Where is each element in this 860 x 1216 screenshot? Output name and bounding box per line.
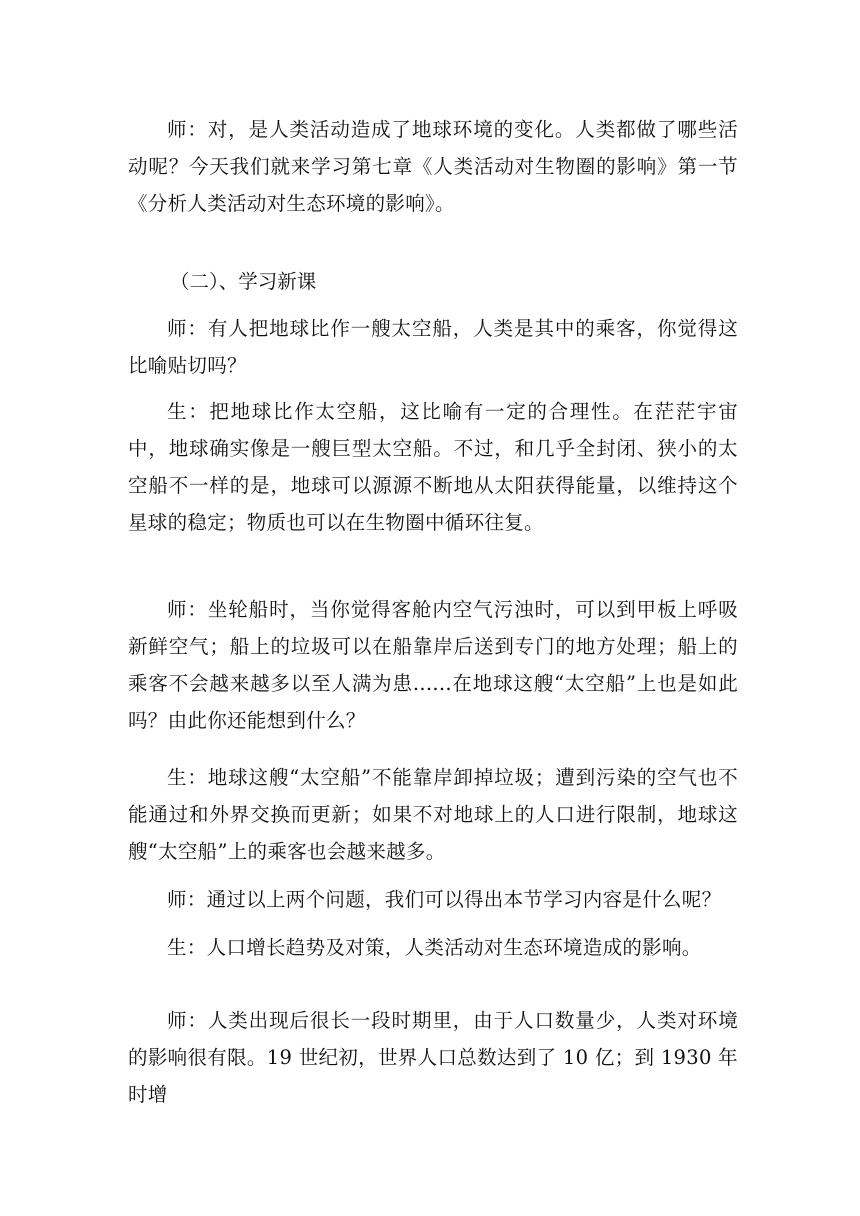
paragraph-teacher-question-2: 师：坐轮船时，当你觉得客舱内空气污浊时，可以到甲板上呼吸新鲜空气；船上的垃圾可以在船靠岸后送到专门的地方处理；船上的乘客不会越来越多以至人满为患......在地球这艘“太空船”上也是如此吗？由此你还能想到什么？ — [128, 598, 738, 732]
paragraph-student-answer-3: 生：人口增长趋势及对策，人类活动对生态环境造成的影响。 — [167, 936, 702, 959]
paragraph-intro: 师：对，是人类活动造成了地球环境的变化。人类都做了哪些活动呢？今天我们就来学习第七章《人类活动对生物圈的影响》第一节《分析人类活动对生态环境的影响》。 — [128, 118, 738, 215]
paragraph-student-answer-2: 生：地球这艘“太空船”不能靠岸卸掉垃圾；遭到污染的空气也不能通过和外界交换而更新；如果不对地球上的人口进行限制，地球这艘“太空船”上的乘客也会越来越多。 — [128, 766, 738, 863]
paragraph-teacher-question-3: 师：通过以上两个问题，我们可以得出本节学习内容是什么呢？ — [167, 888, 722, 911]
paragraph-student-answer-1: 生：把地球比作太空船，这比喻有一定的合理性。在茫茫宇宙中，地球确实像是一艘巨型太空船。不过，和几乎全封闭、狭小的太空船不一样的是，地球可以源源不断地从太阳获得能量，以维持这个星球的稳定；物质也可以在生物圈中循环往复。 — [128, 400, 738, 534]
paragraph-teacher-question-1: 师：有人把地球比作一艘太空船，人类是其中的乘客，你觉得这比喻贴切吗？ — [128, 317, 738, 377]
section-heading: （二）、学习新课 — [170, 270, 317, 293]
paragraph-population-history: 师：人类出现后很长一段时期里，由于人口数量少，人类对环境的影响很有限。19 世纪初，世界人口总数达到了 10 亿；到 1930 年时增 — [128, 1009, 738, 1106]
